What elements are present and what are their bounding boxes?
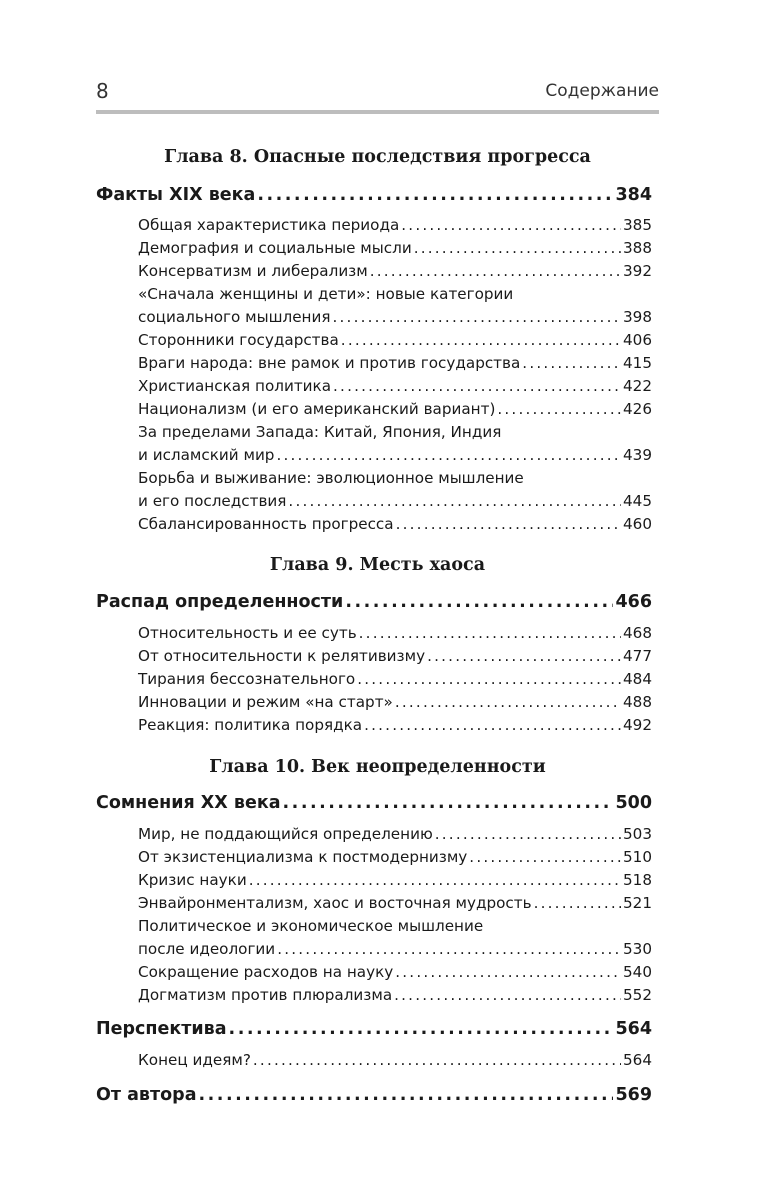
toc-entry-label: Относительность и ее суть xyxy=(138,624,357,642)
chapter-title: Глава 9. Месть хаоса xyxy=(269,555,486,575)
toc-entry[interactable] xyxy=(138,262,652,280)
leader-dots xyxy=(276,446,621,464)
toc-entry-page: 510 xyxy=(623,848,652,866)
toc-entry-label: Консерватизм и либерализм xyxy=(138,262,368,280)
toc-entry-page: 426 xyxy=(623,400,652,418)
toc-entry-label: и исламский мир xyxy=(138,446,275,464)
toc-entry-page: 460 xyxy=(623,515,652,533)
toc-section-page: 384 xyxy=(615,185,652,205)
toc-entry-page: 415 xyxy=(623,354,652,372)
leader-dots xyxy=(364,716,621,734)
toc-entry-label: Христианская политика xyxy=(138,377,332,395)
leader-dots xyxy=(357,670,621,688)
toc-entry-label: Демография и социальные мысли xyxy=(138,239,412,257)
toc-entry-label: социального мышления xyxy=(138,308,331,326)
toc-section-page: 564 xyxy=(615,1019,652,1039)
toc-entry-label: Сокращение расходов на науку xyxy=(138,963,394,981)
toc-entry-page: 552 xyxy=(623,986,652,1004)
toc-entry-label: Мир, не поддающийся определению xyxy=(138,825,433,843)
toc-section[interactable] xyxy=(96,185,652,205)
toc-section[interactable] xyxy=(96,592,652,612)
toc-entry-label: Догматизм против плюрализма xyxy=(138,986,393,1004)
leader-dots xyxy=(341,331,621,349)
toc-entry-label: Национализм (и его американский вариант) xyxy=(138,400,496,418)
leader-dots xyxy=(396,515,621,533)
running-title: Содержание xyxy=(545,81,659,101)
toc-entry-label: От экзистенциализма к постмодернизму xyxy=(138,848,468,866)
toc-entry-page: 445 xyxy=(623,492,652,510)
toc-entry[interactable] xyxy=(138,940,652,958)
leader-dots xyxy=(414,239,621,257)
toc-section-page: 466 xyxy=(615,592,652,612)
toc-entry-page: 398 xyxy=(623,308,652,326)
leader-dots xyxy=(199,1085,614,1105)
toc-entry[interactable] xyxy=(138,239,652,257)
toc-entry[interactable] xyxy=(138,1051,652,1069)
toc-entry-first-line: Политическое и экономическое мышление xyxy=(138,917,484,935)
toc-entry-page: 540 xyxy=(623,963,652,981)
toc-section-label: Факты XIX века xyxy=(96,185,256,205)
toc-entry-label: Общая характеристика периода xyxy=(138,216,400,234)
toc-section-page: 569 xyxy=(615,1085,652,1105)
toc-entry[interactable] xyxy=(138,963,652,981)
toc-entry[interactable] xyxy=(138,871,652,889)
chapter-title: Глава 8. Опасные последствия прогресса xyxy=(164,147,591,167)
toc-entry-page: 406 xyxy=(623,331,652,349)
header-rule xyxy=(96,110,659,114)
toc-entry-page: 518 xyxy=(623,871,652,889)
toc-section-label: Распад определенности xyxy=(96,592,344,612)
toc-section-page: 500 xyxy=(615,793,652,813)
toc-entry-page: 385 xyxy=(623,216,652,234)
toc-entry-page: 530 xyxy=(623,940,652,958)
leader-dots xyxy=(395,963,621,981)
toc-entry-page: 422 xyxy=(623,377,652,395)
leader-dots xyxy=(401,216,621,234)
toc-entry[interactable] xyxy=(138,825,652,843)
toc-entry-label: Кризис науки xyxy=(138,871,247,889)
leader-dots xyxy=(534,894,621,912)
leader-dots xyxy=(370,262,621,280)
toc-entry-label: От относительности к релятивизму xyxy=(138,647,426,665)
toc-entry[interactable] xyxy=(138,354,652,372)
toc-entry[interactable] xyxy=(138,308,652,326)
toc-entry[interactable] xyxy=(138,894,652,912)
toc-entry-page: 477 xyxy=(623,647,652,665)
toc-entry[interactable] xyxy=(138,377,652,395)
toc-section[interactable] xyxy=(96,793,652,813)
toc-entry[interactable] xyxy=(138,716,652,734)
leader-dots xyxy=(229,1019,614,1039)
toc-page xyxy=(96,0,659,1200)
leader-dots xyxy=(288,492,621,510)
toc-entry-label: Реакция: политика порядка xyxy=(138,716,363,734)
chapter-title: Глава 10. Век неопределенности xyxy=(209,757,546,777)
leader-dots xyxy=(333,377,621,395)
toc-entry[interactable] xyxy=(138,446,652,464)
toc-entry[interactable] xyxy=(138,331,652,349)
toc-entry-page: 492 xyxy=(623,716,652,734)
leader-dots xyxy=(359,624,621,642)
toc-entry-page: 388 xyxy=(623,239,652,257)
toc-entry-label: Конец идеям? xyxy=(138,1051,251,1069)
toc-entry-page: 392 xyxy=(623,262,652,280)
leader-dots xyxy=(345,592,613,612)
toc-entry-label: Сторонники государства xyxy=(138,331,339,349)
toc-entry[interactable] xyxy=(138,986,652,1004)
toc-section-label: Сомнения XX века xyxy=(96,793,281,813)
toc-entry[interactable] xyxy=(138,848,652,866)
toc-section-label: От автора xyxy=(96,1085,197,1105)
leader-dots xyxy=(394,986,621,1004)
leader-dots xyxy=(469,848,621,866)
toc-entry-page: 503 xyxy=(623,825,652,843)
toc-entry-label: Сбалансированность прогресса xyxy=(138,515,394,533)
leader-dots xyxy=(283,793,614,813)
toc-entry-page: 564 xyxy=(623,1051,652,1069)
toc-entry-first-line: «Сначала женщины и дети»: новые категории xyxy=(138,285,514,303)
leader-dots xyxy=(427,647,621,665)
toc-entry-first-line: За пределами Запада: Китай, Япония, Индия xyxy=(138,423,502,441)
toc-entry-label: и его последствия xyxy=(138,492,287,510)
toc-section[interactable] xyxy=(96,1085,652,1105)
toc-entry-page: 484 xyxy=(623,670,652,688)
leader-dots xyxy=(277,940,621,958)
toc-entry-page: 521 xyxy=(623,894,652,912)
toc-entry-page: 468 xyxy=(623,624,652,642)
toc-section[interactable] xyxy=(96,1019,652,1039)
leader-dots xyxy=(497,400,621,418)
leader-dots xyxy=(257,185,613,205)
running-header xyxy=(96,79,659,105)
toc-entry-label: Враги народа: вне рамок и против государства xyxy=(138,354,521,372)
toc-entry[interactable] xyxy=(138,647,652,665)
toc-entry-label: Тирания бессознательного xyxy=(138,670,356,688)
leader-dots xyxy=(332,308,621,326)
leader-dots xyxy=(395,693,621,711)
leader-dots xyxy=(249,871,621,889)
toc-entry[interactable] xyxy=(138,400,652,418)
page-number: 8 xyxy=(96,79,109,103)
toc-entry-label: Энвайронментализм, хаос и восточная мудрость xyxy=(138,894,532,912)
leader-dots xyxy=(522,354,621,372)
toc-entry[interactable] xyxy=(138,693,652,711)
toc-entry[interactable] xyxy=(138,624,652,642)
toc-entry-page: 439 xyxy=(623,446,652,464)
toc-entry[interactable] xyxy=(138,670,652,688)
toc-entry-label: после идеологии xyxy=(138,940,276,958)
toc-entry-page: 488 xyxy=(623,693,652,711)
toc-entry[interactable] xyxy=(138,216,652,234)
leader-dots xyxy=(435,825,621,843)
toc-entry[interactable] xyxy=(138,515,652,533)
leader-dots xyxy=(253,1051,621,1069)
toc-entry-first-line: Борьба и выживание: эволюционное мышление xyxy=(138,469,524,487)
toc-entry[interactable] xyxy=(138,492,652,510)
toc-entry-label: Инновации и режим «на старт» xyxy=(138,693,393,711)
toc-section-label: Перспектива xyxy=(96,1019,227,1039)
